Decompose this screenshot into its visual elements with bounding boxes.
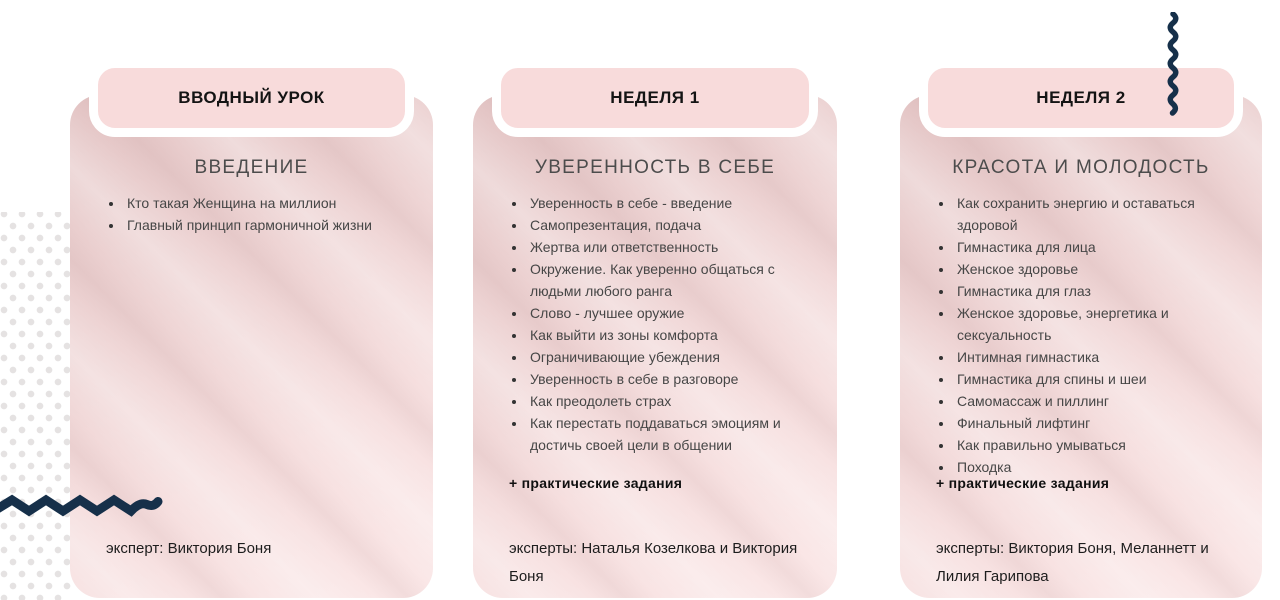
list-item: • Походка (954, 456, 1236, 478)
practical-tasks-note: + практические задания (509, 475, 683, 491)
topics-list (473, 192, 837, 456)
list-item: • Женское здоровье, энергетика и сексуальность (954, 302, 1236, 346)
card-header-pill (492, 59, 818, 137)
course-card-week-1 (473, 88, 837, 598)
expert-line: эксперты: Виктория Боня, Меланнетт и Лилия Гарипова (936, 540, 1209, 585)
zigzag-line-icon (0, 492, 164, 527)
squiggle-line-icon (1162, 12, 1184, 121)
dots-pattern (0, 212, 72, 600)
list-item: • Самопрезентация, подача (527, 214, 811, 236)
list-item: • Жертва или ответственность (527, 236, 811, 258)
list-item: • Окружение. Как уверенно общаться с людьми любого ранга (527, 258, 811, 302)
list-item: • Как перестать поддаваться эмоциям и достичь своей цели в общении (527, 412, 811, 456)
list-item: • Самомассаж и пиллинг (954, 390, 1236, 412)
list-item: • Уверенность в себе в разговоре (527, 368, 811, 390)
list-item: • Гимнастика для глаз (954, 280, 1236, 302)
card-title: КРАСОТА И МОЛОДОСТЬ (952, 157, 1210, 178)
list-item: • Главный принцип гармоничной жизни (124, 214, 407, 236)
card-header-label: НЕДЕЛЯ 2 (1036, 88, 1126, 107)
list-item: • Интимная гимнастика (954, 346, 1236, 368)
list-item: • Женское здоровье (954, 258, 1236, 280)
list-item: • Ограничивающие убеждения (527, 346, 811, 368)
topics-list (900, 192, 1262, 478)
list-item: • Как преодолеть страх (527, 390, 811, 412)
list-item: • Уверенность в себе - введение (527, 192, 811, 214)
card-header-pill (919, 59, 1243, 137)
topics-list (70, 192, 433, 236)
card-header-pill (89, 59, 414, 137)
list-item: • Гимнастика для лица (954, 236, 1236, 258)
card-title: ВВЕДЕНИЕ (194, 157, 309, 178)
list-item: • Как выйти из зоны комфорта (527, 324, 811, 346)
expert-line: эксперт: Виктория Боня (106, 540, 272, 557)
card-header-label: ВВОДНЫЙ УРОК (178, 88, 325, 107)
list-item: • Как сохранить энергию и оставаться здоровой (954, 192, 1236, 236)
card-title: УВЕРЕННОСТЬ В СЕБЕ (534, 157, 776, 178)
practical-tasks-note: + практические задания (936, 475, 1110, 491)
expert-line: эксперты: Наталья Козелкова и Виктория Боня (509, 540, 798, 585)
list-item: • Слово - лучшее оружие (527, 302, 811, 324)
course-card-week-2 (900, 88, 1262, 598)
card-header-label: НЕДЕЛЯ 1 (610, 88, 700, 107)
list-item: • Кто такая Женщина на миллион (124, 192, 407, 214)
list-item: • Гимнастика для спины и шеи (954, 368, 1236, 390)
list-item: • Финальный лифтинг (954, 412, 1236, 434)
list-item: • Как правильно умываться (954, 434, 1236, 456)
